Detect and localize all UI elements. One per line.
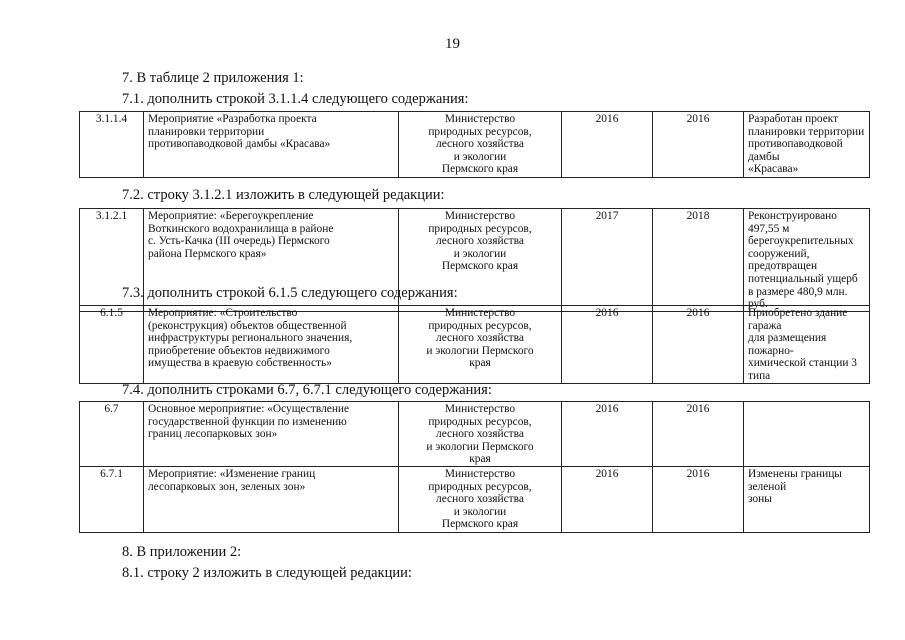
- result-cell: Разработан проект планировки территории противопаводковой дамбы «Красава»: [744, 112, 870, 178]
- row-number-cell: 6.7: [80, 402, 144, 467]
- year-start-cell: 2016: [562, 467, 653, 533]
- activity-cell: Мероприятие «Разработка проекта планировки территории противопаводковой дамбы «Красава»: [144, 112, 399, 178]
- responsible-org-cell: Министерство природных ресурсов, лесного хозяйства и экологии Пермского края: [399, 209, 562, 312]
- paragraph-7-3: 7.3. дополнить строкой 6.1.5 следующего содержания:: [122, 285, 458, 301]
- paragraph-8-1: 8.1. строку 2 изложить в следующей редакции:: [122, 565, 412, 581]
- table-row: [80, 306, 870, 384]
- year-end-cell: 2016: [653, 306, 744, 384]
- result-cell: Изменены границы зеленой зоны: [744, 467, 870, 533]
- table-rows-6-7: [79, 401, 870, 533]
- year-start-cell: 2016: [562, 306, 653, 384]
- activity-cell: Мероприятие: «Изменение границ лесопарковых зон, зеленых зон»: [144, 467, 399, 533]
- table-row-3-1-1-4: [79, 111, 870, 178]
- year-start-cell: 2016: [562, 112, 653, 178]
- row-number-cell: 3.1.1.4: [80, 112, 144, 178]
- page-number: 19: [445, 36, 460, 52]
- activity-cell: Основное мероприятие: «Осуществление государственной функции по изменению границ лесопарковых зон»: [144, 402, 399, 467]
- result-cell: [744, 402, 870, 467]
- paragraph-7-2: 7.2. строку 3.1.2.1 изложить в следующей редакции:: [122, 187, 445, 203]
- responsible-org-cell: Министерство природных ресурсов, лесного хозяйства и экологии Пермского края: [399, 306, 562, 384]
- year-start-cell: 2017: [562, 209, 653, 312]
- row-number-cell: 3.1.2.1: [80, 209, 144, 312]
- year-end-cell: 2016: [653, 112, 744, 178]
- table-row: [80, 402, 870, 467]
- year-start-cell: 2016: [562, 402, 653, 467]
- row-number-cell: 6.7.1: [80, 467, 144, 533]
- activity-cell: Мероприятие: «Берегоукрепление Воткинского водохранилища в районе с. Усть-Качка (III очередь) Пермского района Пермского края»: [144, 209, 399, 312]
- responsible-org-cell: Министерство природных ресурсов, лесного хозяйства и экологии Пермского края: [399, 112, 562, 178]
- year-end-cell: 2018: [653, 209, 744, 312]
- year-end-cell: 2016: [653, 402, 744, 467]
- year-end-cell: 2016: [653, 467, 744, 533]
- paragraph-7-4: 7.4. дополнить строками 6.7, 6.7.1 следующего содержания:: [122, 382, 492, 398]
- paragraph-7: 7. В таблице 2 приложения 1:: [122, 70, 304, 86]
- result-cell: Реконструировано 497,55 м берегоукрепительных сооружений, предотвращен потенциальный ущерб в размере 480,9 млн. руб.: [744, 209, 870, 312]
- responsible-org-cell: Министерство природных ресурсов, лесного хозяйства и экологии Пермского края: [399, 402, 562, 467]
- row-number-cell: 6.1.5: [80, 306, 144, 384]
- paragraph-7-1: 7.1. дополнить строкой 3.1.1.4 следующего содержания:: [122, 91, 469, 107]
- table-row: [80, 467, 870, 533]
- paragraph-8: 8. В приложении 2:: [122, 544, 242, 560]
- result-cell: Приобретено здание гаража для размещения пожарно- химической станции 3 типа: [744, 306, 870, 384]
- responsible-org-cell: Министерство природных ресурсов, лесного хозяйства и экологии Пермского края: [399, 467, 562, 533]
- activity-cell: Мероприятие: «Строительство (реконструкция) объектов общественной инфраструктуры регионального значения, приобретение объектов недвижимого имущества в краевую собственность»: [144, 306, 399, 384]
- table-row-6-1-5: [79, 305, 870, 384]
- table-row: [80, 112, 870, 178]
